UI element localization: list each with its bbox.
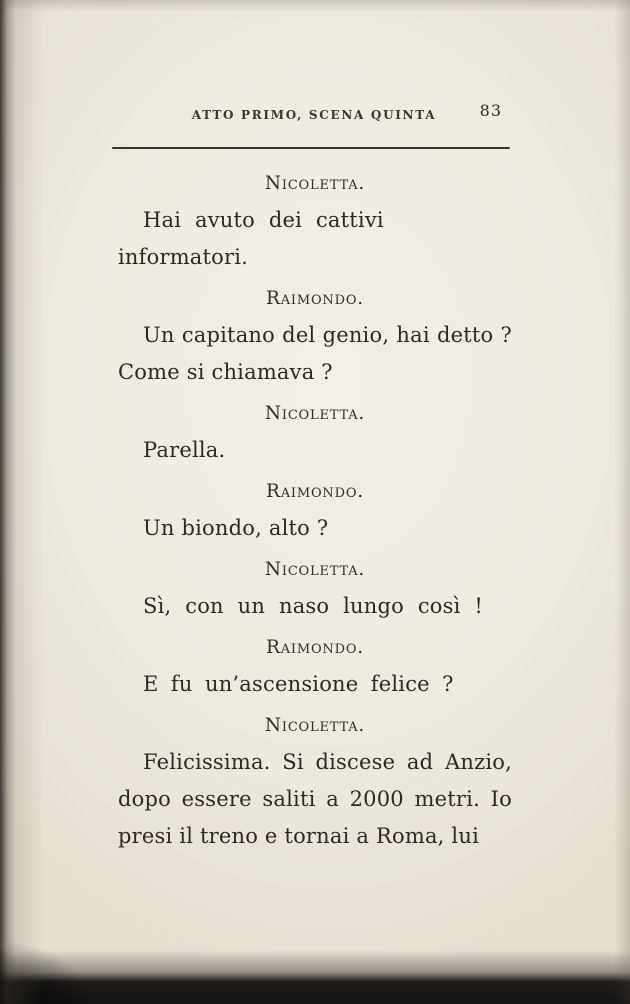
dialogue-text: Un biondo, alto ?: [143, 516, 329, 540]
speaker-name: Nicoletta.: [264, 173, 366, 194]
page-number: 83: [479, 101, 502, 120]
dialogue-text: Sì, con un naso lungo così !: [143, 594, 484, 618]
dialogue-text: Hai avuto dei cattivi informatori.: [118, 208, 384, 269]
dialogue-text: Felicissima. Si discese ad Anzio, dopo essere saliti a 2000 metri. Io presi il treno e tornai a Roma, lui: [118, 750, 512, 848]
dialogue-block: [118, 473, 512, 547]
dialogue-block: [118, 280, 512, 391]
header-rule: [112, 147, 510, 149]
dialogue-block: [118, 629, 512, 703]
running-header: [118, 101, 510, 127]
speaker-name: Nicoletta.: [264, 403, 366, 424]
speaker-name: Nicoletta.: [264, 559, 366, 580]
speaker-name: Raimondo.: [266, 481, 364, 502]
dialogue-block: [118, 395, 512, 469]
dialogue-text: Un capitano del genio, hai detto ? Come si chiamava ?: [118, 323, 512, 384]
speaker-name: Raimondo.: [266, 637, 364, 658]
dialogue-text: E fu un’ascensione felice ?: [143, 672, 454, 696]
dialogue-block: [118, 551, 512, 625]
speaker-name: Nicoletta.: [264, 715, 366, 736]
dialogue-section: [118, 161, 512, 855]
dialogue-text: Parella.: [143, 438, 226, 462]
dialogue-block: [118, 707, 512, 855]
dialogue-block: [118, 165, 512, 276]
running-title: ATTO PRIMO, SCENA QUINTA: [191, 108, 437, 122]
speaker-name: Raimondo.: [266, 288, 364, 309]
